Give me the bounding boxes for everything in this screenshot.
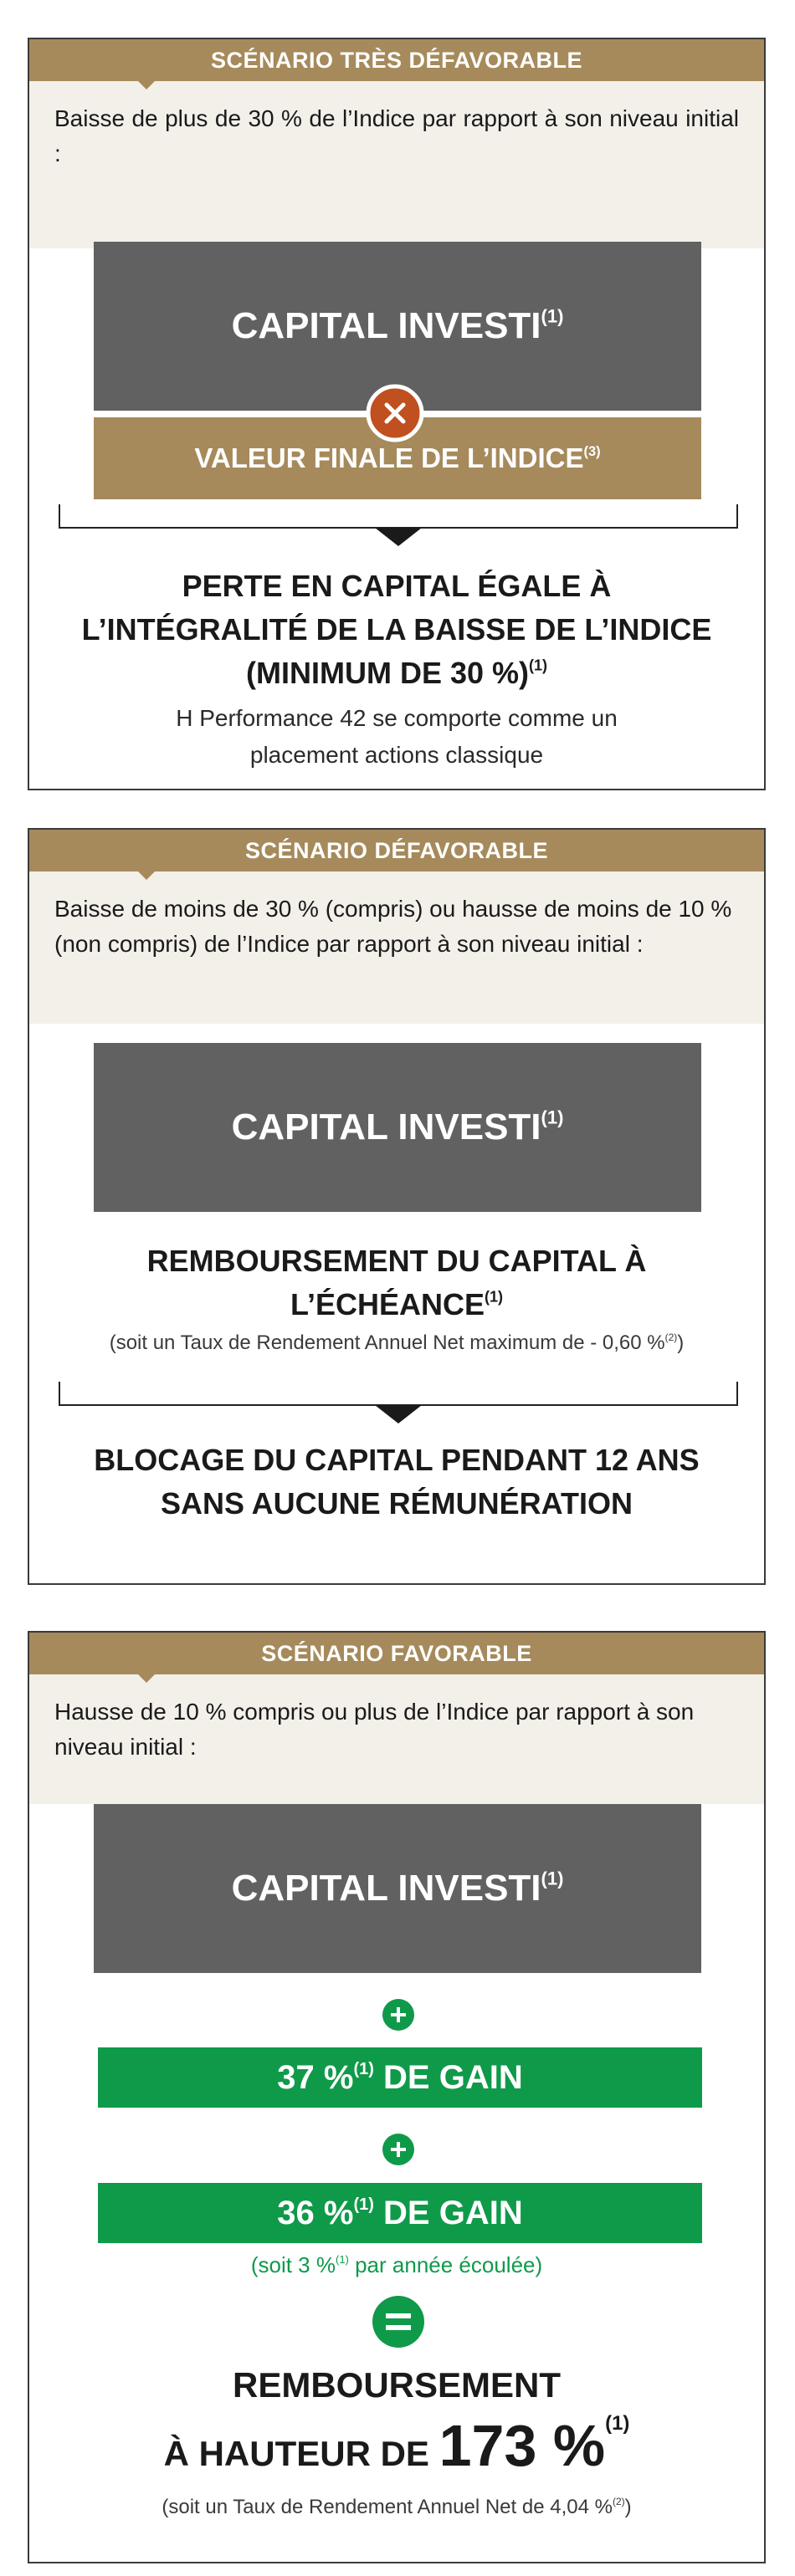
scenario-very-unfavorable-card (28, 38, 766, 790)
intro-line: niveau initial : (54, 1734, 197, 1760)
result-line: REMBOURSEMENT (232, 2365, 561, 2405)
result-value: 173 % (439, 2413, 606, 2478)
equals-icon (372, 2295, 425, 2349)
scenario-header: SCÉNARIO DÉFAVORABLE (29, 830, 764, 871)
gain-value: 37 % (277, 2059, 354, 2096)
footnote-ref: (1) (541, 305, 564, 327)
rate-note (29, 1330, 764, 1357)
multiply-icon (366, 384, 424, 442)
index-final-value-label: VALEUR FINALE DE L’INDICE (194, 442, 584, 473)
result-prefix: À HAUTEUR DE (163, 2434, 439, 2473)
per-year-text: (soit 3 % (250, 2252, 336, 2277)
capital-invested-label: CAPITAL INVESTI (231, 305, 541, 346)
gain-bar (98, 2183, 702, 2243)
intro-line: (non compris) de l’Indice par rapport à son niveau initial : (54, 931, 644, 957)
gain-bar (98, 2047, 702, 2108)
rate-text: (soit un Taux de Rendement Annuel Net de 4,04 % (162, 2496, 613, 2518)
result-line (29, 2410, 764, 2489)
footnote-ref: (1) (541, 1868, 564, 1889)
footnote-ref: (1) (353, 2195, 374, 2214)
capital-invested-block (94, 1804, 701, 1973)
gain-text: DE GAIN (373, 2059, 523, 2096)
scenario-intro (29, 1674, 764, 1804)
result-line: L’INTÉGRALITÉ DE LA BAISSE DE L’INDICE (81, 612, 712, 647)
result-line (29, 652, 764, 695)
blocking-line: SANS AUCUNE RÉMUNÉRATION (160, 1486, 633, 1521)
intro-line: Baisse de moins de 30 % (compris) ou hausse de moins de 10 % (54, 896, 732, 922)
footnote-ref: (1) (605, 2411, 630, 2435)
result-line: REMBOURSEMENT DU CAPITAL À (146, 1244, 647, 1278)
rate-text: (soit un Taux de Rendement Annuel Net maximum de - 0,60 % (109, 1331, 665, 1354)
bracket-arrow (59, 504, 738, 548)
footnote-ref: (1) (335, 2252, 349, 2266)
scenario-unfavorable-card (28, 828, 766, 1585)
footnote-ref: (1) (485, 1288, 504, 1306)
scenario-header: SCÉNARIO TRÈS DÉFAVORABLE (29, 39, 764, 81)
plus-icon (382, 2133, 415, 2166)
per-year-rest: par année écoulée) (348, 2252, 543, 2277)
capital-invested-label: CAPITAL INVESTI (231, 1107, 541, 1147)
blocking-line: BLOCAGE DU CAPITAL PENDANT 12 ANS (94, 1443, 700, 1477)
footnote-ref: (1) (541, 1107, 564, 1128)
per-year-note (29, 2251, 764, 2278)
intro-line: Hausse de 10 % compris ou plus de l’Indice par rapport à son (54, 1699, 695, 1725)
footnote-ref: (2) (612, 2495, 625, 2507)
result-text: L’ÉCHÉANCE (290, 1287, 485, 1321)
scenario-header: SCÉNARIO FAVORABLE (29, 1633, 764, 1674)
comment-line: placement actions classique (249, 742, 544, 768)
comment-line: H Performance 42 se comporte comme un (176, 705, 618, 731)
footnote-ref: (2) (664, 1331, 678, 1343)
capital-invested-block (94, 1043, 701, 1212)
footnote-ref: (3) (583, 443, 601, 459)
scenario-intro (29, 871, 764, 1024)
footnote-ref: (1) (353, 2060, 374, 2078)
bracket-arrow (59, 1382, 738, 1425)
result-line (29, 1283, 764, 1326)
capital-invested-label: CAPITAL INVESTI (231, 1868, 541, 1909)
scenario-intro: Baisse de plus de 30 % de l’Indice par rapport à son niveau initial : (29, 81, 764, 248)
result-line: PERTE EN CAPITAL ÉGALE À (182, 569, 612, 603)
result-text: (MINIMUM DE 30 %) (245, 656, 529, 690)
rate-note (29, 2494, 764, 2521)
plus-icon (382, 1998, 415, 2032)
footnote-ref: (1) (529, 657, 547, 674)
rate-close: ) (624, 2496, 632, 2518)
gain-text: DE GAIN (373, 2195, 523, 2231)
rate-close: ) (677, 1331, 685, 1354)
scenario-favorable-card (28, 1631, 766, 2563)
gain-value: 36 % (277, 2195, 354, 2231)
